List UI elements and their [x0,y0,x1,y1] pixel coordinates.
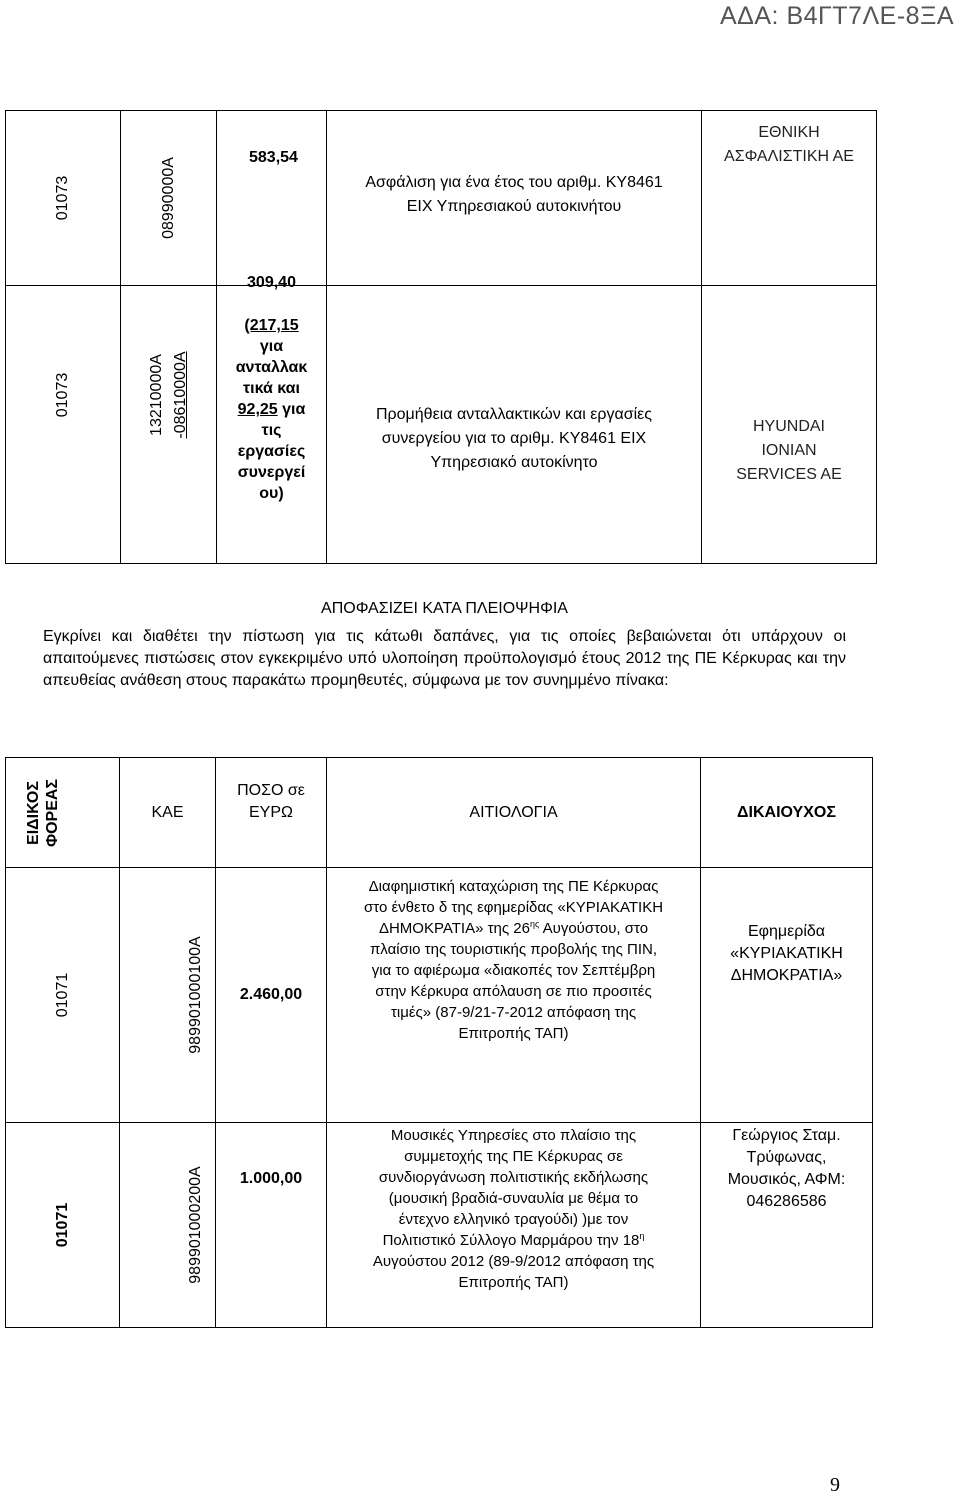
kae-value: 989901000200Α [186,1166,204,1284]
breakdown-line: τικά και [243,380,300,397]
foreas-cell [6,286,121,564]
kae-line2: -08610000Α [171,350,189,439]
reason-text: Μουσικές Υπηρεσίες στο πλαίσιο της συμμετοχής της ΠΕ Κέρκυρας σε συνδιοργάνωση πολιτιστικής εκδήλωσης (μουσική βραδιά-συναυλία με θέμα το έντεχνο ελληνικό τραγούδι) )με τον Πολιτιστικό Σύλλογο Μαρμάρου την $18^\eta$ Αυγούστου 2012 (89-9/2012 απόφαση της Επιτροπής ΤΑΠ) [372,1127,655,1291]
reason-text: Διαφημιστική καταχώριση της ΠΕ Κέρκυρας στο ένθετο δ της εφημερίδας «ΚΥΡΙΑΚΑΤΙΚΗ ΔΗΜΟΚΡΑΤΙΑ» της $26^{\eta\varsigma}$ Αυγούστου, στο πλαίσιο της τουριστικής προβολής της ΠΙΝ, για το αφιέρωμα «διακοπές τον Σεπτέμβρη στην Κέρκυρα απόλαυση σε πιο προσιτές τιμές» (87-9/21-7-2012 απόφαση της Επιτροπής ΤΑΠ) [363,878,664,1042]
amount-cell [216,1123,327,1328]
foreas-value: 01071 [53,1202,71,1248]
breakdown-line: (217,15 [244,317,299,334]
amount-value: 2.460,00 [239,986,303,1003]
beneficiary-cell [702,286,877,564]
kae-cell [120,1123,216,1328]
decision-text: Εγκρίνει και διαθέτει την πίστωση για τις κάτωθι δαπάνες, για τις οποίες βεβαιώνεται ότι υπάρχουν οι απαιτούμενες πιστώσεις στον εγκεκριμένο υπό υλοποίηση προϋπολογισμό έτους 2012 της ΠΕ Κέρκυρας και την απευθείας ανάθεση στους παρακάτω προμηθευτές, σύμφωνα με τον συνημμένο πίνακα: [43,628,846,689]
foreas-value: 01073 [54,372,71,417]
beneficiary-cell [701,1123,873,1328]
reason-cell [327,286,702,564]
header-aitiologia: ΑΙΤΙΟΛΟΓΙΑ [327,758,701,868]
header-poso-label: ΠΟΣΟ σε ΕΥΡΩ [237,782,305,821]
kae-line1: 13210000Α [147,353,165,436]
amount-cell [217,111,327,286]
table-row [6,111,877,286]
header-foreas-label: ΕΙΔΙΚΟΣ ΦΟΡΕΑΣ [24,778,61,847]
amount-cell [217,274,327,564]
foreas-value: 01071 [53,972,71,1018]
reason-cell [327,1123,701,1328]
breakdown-line: ανταλλακ [235,359,308,376]
kae-cell [121,286,217,564]
beneficiary-text: Εφημερίδα «ΚΥΡΙΑΚΑΤΙΚΗ ΔΗΜΟΚΡΑΤΙΑ» [730,923,843,984]
beneficiary-cell [702,111,877,286]
breakdown-line: ου) [259,485,284,502]
reason-text: Προμήθεια ανταλλακτικών και εργασίες συνεργείου για το αριθμ. ΚΥ8461 ΕΙΧ Υπηρεσιακό αυτοκίνητο [376,406,652,471]
header-dikaiouxos: ΔΙΚΑΙΟΥΧΟΣ [701,758,873,868]
table-row [6,1123,873,1328]
page-number: 9 [830,1474,840,1496]
kae-value [145,351,193,438]
amount-value: 309,40 [247,274,296,291]
ada-code: ΑΔΑ: Β4ΓΤ7ΛΕ-8ΞΑ [720,2,954,30]
reason-cell [327,868,701,1123]
beneficiary-text: Γεώργιος Σταμ. Τρύφωνας, Μουσικός, ΑΦΜ: 046286586 [727,1127,846,1210]
beneficiary-text: HYUNDAI IONIAN SERVICES AE [736,418,842,483]
kae-value: 08990000Α [159,157,177,239]
foreas-cell [6,1123,120,1328]
beneficiary-text: ΕΘΝΙΚΗ ΑΣΦΑΛΙΣΤΙΚΗ ΑΕ [724,124,854,165]
approved-expenses-table [5,757,873,1328]
table-row [6,868,873,1123]
amount-breakdown [217,315,326,504]
header-kae: ΚΑΕ [120,758,216,868]
amount-value: 1.000,00 [239,1170,303,1187]
kae-cell [120,868,216,1123]
foreas-cell [6,111,121,286]
breakdown-line: εργασίες [237,443,306,460]
reason-cell [327,111,702,286]
reason-text: Ασφάλιση για ένα έτος του αριθμ. ΚΥ8461 ΕΙΧ Υπηρεσιακού αυτοκινήτου [365,174,663,215]
beneficiary-cell [701,868,873,1123]
amount-value: 583,54 [249,149,298,166]
decision-title: ΑΠΟΦΑΣΙΖΕΙ ΚΑΤΑ ΠΛΕΙΟΨΗΦΙΑ [321,600,568,617]
kae-cell [121,111,217,286]
foreas-value: 01073 [54,175,71,221]
header-foreas [6,758,120,868]
amount-cell [216,868,327,1123]
table-row [6,286,877,564]
foreas-cell [6,868,120,1123]
breakdown-line: 92,25 για [237,401,306,418]
expenses-table-continued [5,110,877,564]
breakdown-line: τις [261,422,282,439]
kae-value: 989901000100Α [186,936,204,1054]
breakdown-line: συνεργεί [237,464,306,481]
header-row [6,758,873,868]
decision-section [43,598,846,692]
breakdown-line: για [259,338,284,355]
header-poso [216,758,327,868]
